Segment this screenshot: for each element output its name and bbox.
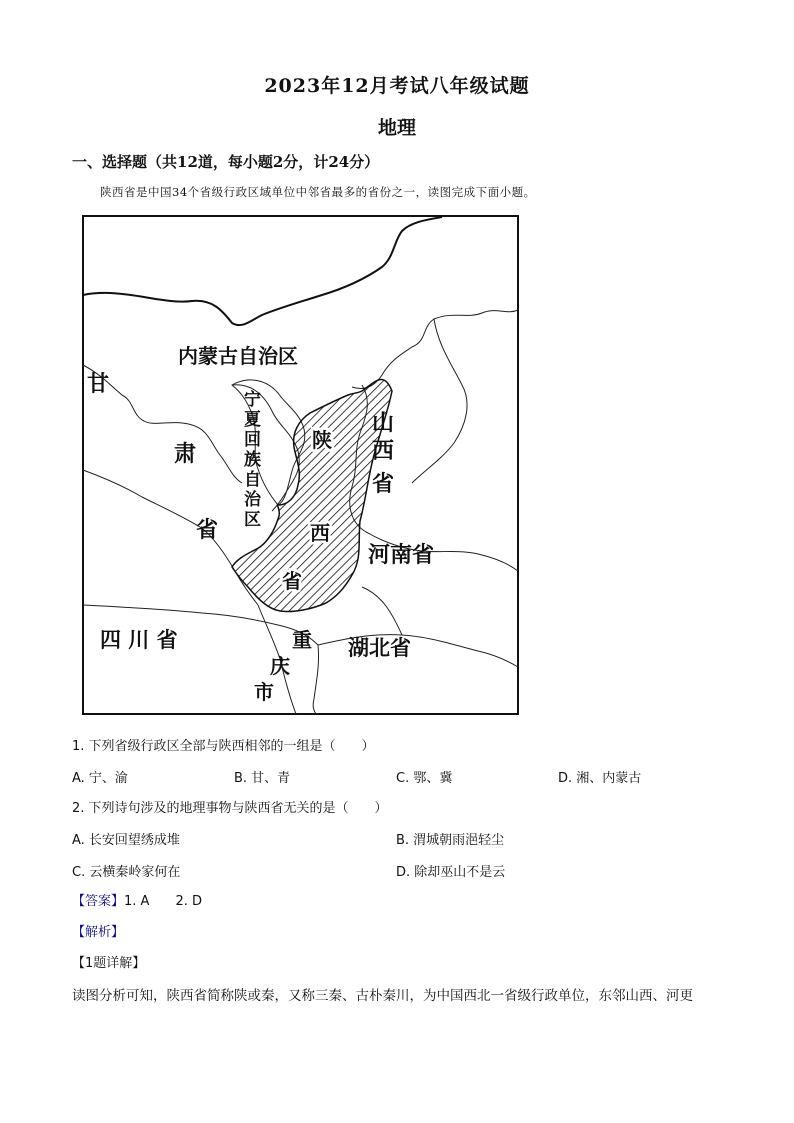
question-1-option-d: D. 湘、内蒙古 <box>558 771 642 786</box>
label-hubei: 湖北省 <box>348 636 411 660</box>
label-gansu-3: 省 <box>196 518 219 543</box>
analysis-line <box>72 921 124 940</box>
label-henan: 河南省 <box>368 543 435 568</box>
label-inner-mongolia: 内蒙古自治区 <box>178 344 298 368</box>
question-2-option-a: A. 长安回望绣成堆 <box>72 833 180 848</box>
svg-text:山: 山 <box>372 411 395 436</box>
detail-tag: 【1题详解】 <box>72 956 146 971</box>
answer-text: 1. A 2. D <box>124 894 202 909</box>
intro-text: 陕西省是中国34个省级行政区域单位中邻省最多的省份之一，读图完成下面小题。 <box>100 185 536 199</box>
svg-text:夏: 夏 <box>244 410 261 430</box>
svg-text:重: 重 <box>292 628 312 652</box>
question-2-option-c: C. 云横秦岭家何在 <box>72 865 181 880</box>
label-gansu-1: 甘 <box>87 372 110 397</box>
subject-title: 地理 <box>377 117 416 139</box>
svg-text:市: 市 <box>254 680 274 704</box>
svg-text:回: 回 <box>244 430 261 450</box>
svg-text:区: 区 <box>244 510 261 530</box>
province-map <box>82 215 519 715</box>
svg-text:族: 族 <box>244 450 261 470</box>
question-1-option-c: C. 鄂、冀 <box>396 771 453 786</box>
label-gansu-2: 肃 <box>174 442 197 467</box>
question-2-stem: 2. 下列诗句涉及的地理事物与陕西省无关的是（ ） <box>72 801 388 816</box>
detail-paragraph: 读图分析可知，陕西省简称陕或秦，又称三秦、古朴秦川，为中国西北一省级行政单位，东邻山西、河更 <box>72 988 693 1004</box>
analysis-tag: 【解析】 <box>72 925 125 940</box>
svg-text:省: 省 <box>372 472 395 497</box>
svg-text:陕: 陕 <box>312 428 332 452</box>
question-2-option-d: D. 除却巫山不是云 <box>396 865 506 880</box>
exam-title: 2023年12月考试八年级试题 <box>264 75 530 97</box>
question-1-option-b: B. 甘、青 <box>234 771 291 786</box>
answer-tag: 【答案】 <box>72 894 125 909</box>
label-shanxi <box>372 411 394 497</box>
question-2-option-b: B. 渭城朝雨浥轻尘 <box>396 833 505 848</box>
svg-text:庆: 庆 <box>270 654 290 678</box>
svg-text:西: 西 <box>310 521 330 545</box>
question-1-stem: 1. 下列省级行政区全部与陕西相邻的一组是（ ） <box>72 739 375 754</box>
svg-text:治: 治 <box>244 490 261 510</box>
svg-text:省: 省 <box>282 569 302 593</box>
label-ningxia <box>244 389 262 530</box>
svg-text:西: 西 <box>372 439 395 464</box>
label-sichuan: 四 川 省 <box>100 628 178 652</box>
svg-text:自: 自 <box>244 470 261 490</box>
answer-line <box>72 890 202 909</box>
question-1-option-a: A. 宁、渝 <box>72 771 128 786</box>
section-heading: 一、选择题（共12道，每小题2分，计24分） <box>72 153 380 171</box>
detail-heading <box>72 952 145 971</box>
svg-text:宁: 宁 <box>244 390 261 410</box>
